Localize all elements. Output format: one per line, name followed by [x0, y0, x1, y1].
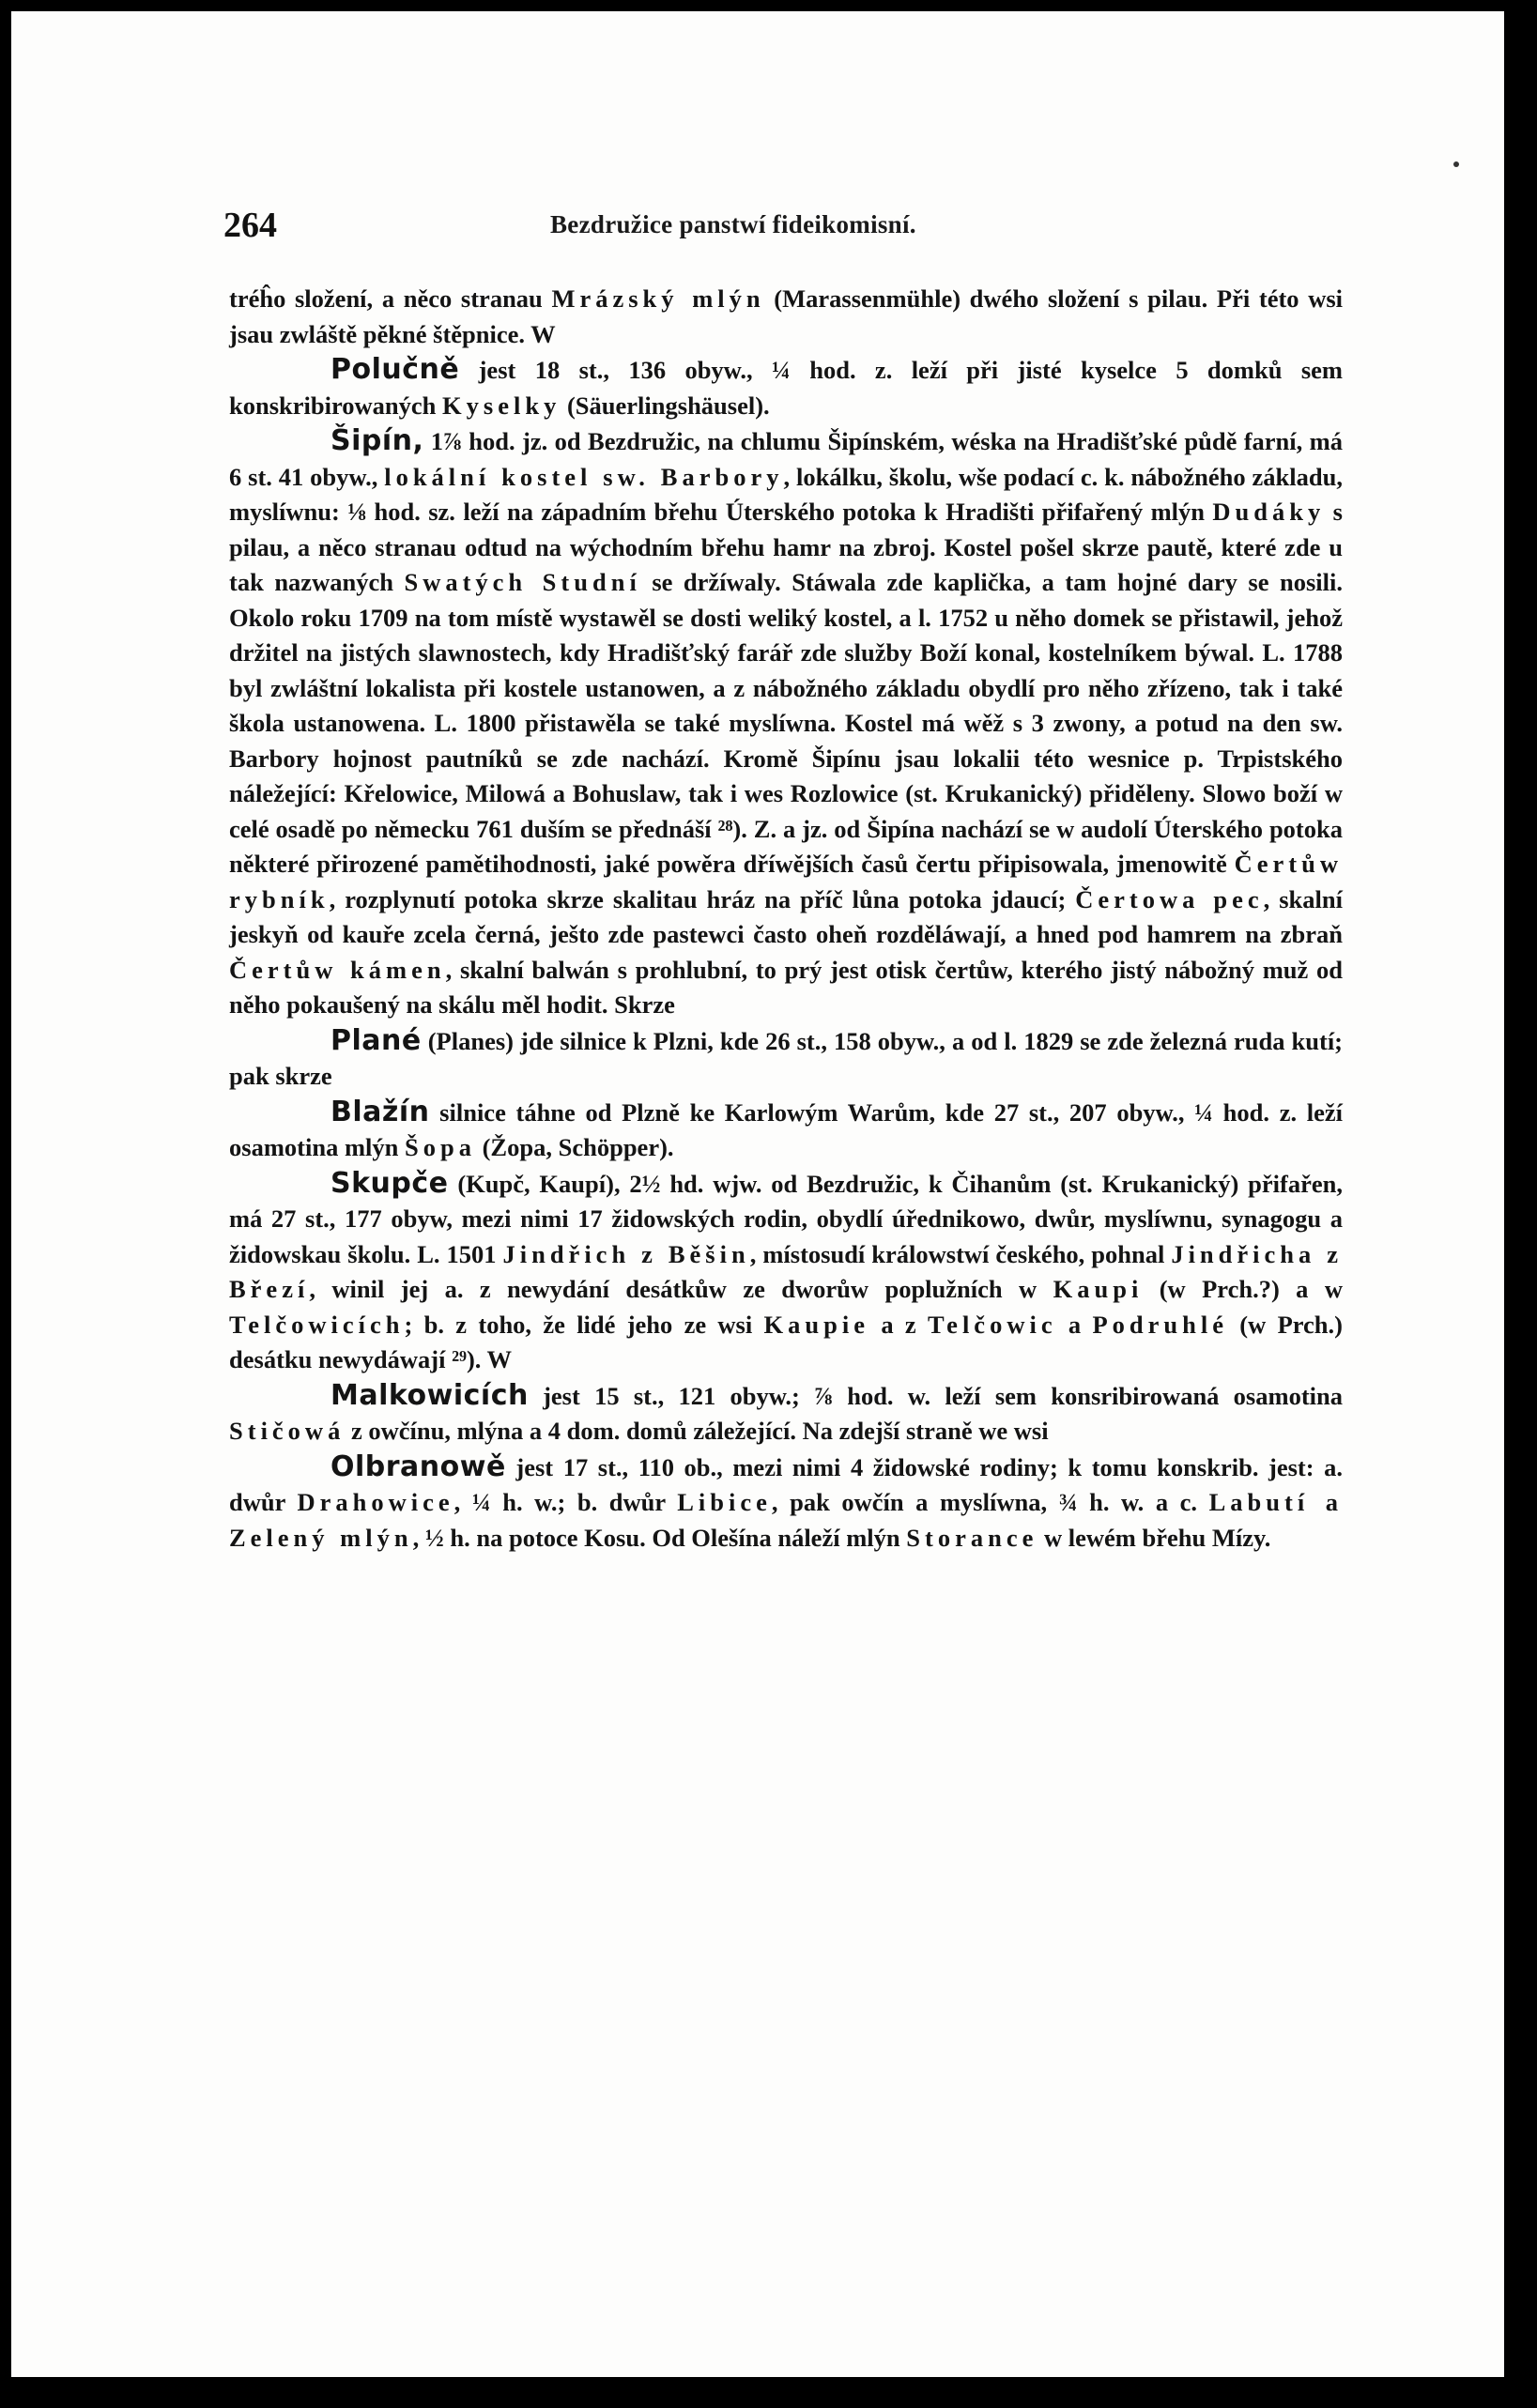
spaced-name: lokální kostel sw. Barbory — [384, 462, 784, 491]
text-run: , winil jej a. z newydání desátkůw ze dworůw poplužních w — [309, 1275, 1053, 1303]
spaced-name: Čertůw rybník — [229, 850, 1343, 913]
text-run: , skalní balwán s prohlubní, to prý jest otisk čertůw, kterého jistý nábožný muž od něho pokaušený na skálu měl hodit. Skrze — [229, 955, 1343, 1019]
place-name: Skupče — [330, 1166, 449, 1200]
text-run: (w Prch.) desátku newydáwají ²⁹). W — [229, 1310, 1343, 1373]
text-run: jest 15 st., 121 obyw.; ⅞ hod. w. leží sem konsribirowaná osamotina — [528, 1381, 1343, 1410]
text-run: ; b. z toho, že lidé jeho ze wsi — [404, 1310, 764, 1339]
text-run: (Kupč, Kaupí), 2½ hd. wjw. od Bezdružic, k Čihanům (st. Krukanický) přifařen, má 27 st., 177 obyw, mezi nimi 17 židowských rodin, obydlí úřednikowo, dwůr, myslíwnu, synagogu a židowskau školu. L. 1501 — [229, 1169, 1343, 1268]
text-run: (Säuerlingshäusel). — [561, 391, 770, 420]
body-text — [229, 282, 1343, 1556]
text-run: , skalní jeskyň od kauře zcela černá, ješto zde pastewci často oheň rozděláwají, a hned pod hamrem na zbraň — [229, 884, 1344, 948]
spaced-name: Telčowicích — [229, 1310, 405, 1339]
text-run: jest 17 st., 110 ob., mezi nimi 4 židowské rodiny; k tomu konskrib. jest: a. dwůr — [229, 1452, 1343, 1516]
text-run: , rozplynutí potoka skrze skalitau hráz na příč lůna potoka jdaucí; — [329, 884, 1076, 913]
spaced-name: Kaupie — [763, 1310, 870, 1339]
entry-paragraph — [229, 1095, 1343, 1166]
entry-paragraph — [229, 1378, 1343, 1449]
place-name: Malkowicích — [330, 1378, 529, 1412]
spaced-name: Labutí a Zelený mlýn — [229, 1488, 1344, 1552]
text-run: silnice táhne od Plzně ke Karlowým Warům, kde 27 st., 207 obyw., ¼ hod. z. leží osamotina mlýn — [229, 1097, 1343, 1161]
text-run: z owčínu, mlýna a 4 dom. domů záležející. Na zdejší straně we wsi — [345, 1417, 1049, 1445]
continuation-paragraph — [229, 282, 1343, 352]
spaced-name: Stičowá — [229, 1417, 346, 1445]
text-run: 1⅞ hod. jz. od Bezdružic, na chlumu Šipínském, wéska na Hradišťské půdě farní, má 6 st. 41 obyw., — [229, 427, 1343, 491]
spaced-name: Swatých Studní — [404, 568, 641, 596]
text-run: s pilau, a něco stranau odtud na wýchodním břehu hamr na zbroj. Kostel pošel skrze pautě, které zde u tak nazwaných — [229, 498, 1343, 596]
text-run: jest 18 st., 136 obyw., ¼ hod. z. leží při jisté kyselce 5 domků sem konskribirowaných — [229, 356, 1343, 420]
spaced-name: Storance — [906, 1523, 1038, 1552]
spaced-name: Jindřicha z Březí — [229, 1239, 1343, 1303]
text-run: , místosudí králowstwí českého, pohnal — [749, 1239, 1172, 1268]
spaced-name: Čertowa pec — [1075, 884, 1264, 913]
place-name: Olbranowě — [330, 1449, 506, 1483]
text-run: (Marassenmühle) dwého složení s pilau. Při této wsi jsau zwláště pěkné štěpnice. W — [229, 284, 1344, 348]
place-name: Šipín, — [330, 424, 424, 457]
text-run: se držíwaly. Stáwala zde kaplička, a tam hojné dary se nosili. Okolo roku 1709 na tom místě wystawěl se dosti weliký kostel, a l. 1752 u něho domek se přistawil, jehož držitel na jistých slawnostech, kdy Hradišťský farář zde služby Boží konal, kostelníkem býwal. L. 1788 byl zwláštní lokalista při kostele ustanowen, a z nábožného základu obydlí pro něho zřízeno, tak i také škola ustanowena. L. 1800 přistawěla se také myslíwna. Kostel má wěž s 3 zwony, a potud na den sw. Barbory hojnost pautníků se zde nachází. Kromě Šipínu jsau lokalii této wesnice p. Trpistského náležející: Křelowice, Milowá a Bohuslaw, tak i wes Rozlowice (st. Krukanický) přiděleny. Slowo boží w celé osadě po německu 761 duším se přednáší ²⁸). Z. a jz. od Šipína nachází se w audolí Úterského potoka některé přirozené pamětihodnosti, jaké powěra dříwějších časů čertu připisowala, jmenowitě — [229, 568, 1343, 878]
text-run: , pak owčín a myslíwna, ¾ h. w. a c. — [771, 1488, 1209, 1516]
text-run: (Žopa, Schöpper). — [475, 1133, 674, 1161]
text-run: a z — [869, 1310, 928, 1339]
text-run: , ¼ h. w.; b. dwůr — [453, 1488, 678, 1516]
entry-paragraph — [229, 1023, 1343, 1095]
spaced-name: Dudáky — [1212, 498, 1326, 526]
place-name: Blažín — [330, 1095, 430, 1128]
text-run: a — [1056, 1310, 1093, 1339]
running-head — [223, 205, 1350, 245]
text-run: tréĥo složení, a něco stranau — [229, 284, 552, 313]
spaced-name: Šopa — [405, 1133, 476, 1161]
spaced-name: Podruhlé — [1092, 1310, 1228, 1339]
running-head-title: Bezdružice panstwí fideikomisní. — [550, 210, 916, 238]
spaced-name: Drahowice — [297, 1488, 454, 1516]
page-number: 264 — [223, 206, 277, 245]
entry-paragraph — [229, 352, 1343, 423]
place-name: Plané — [330, 1023, 422, 1057]
spaced-name: Kaupi — [1053, 1275, 1144, 1303]
place-name: Polučně — [330, 353, 460, 386]
spaced-name: Čertůw kámen — [229, 955, 446, 984]
entry-paragraph — [229, 423, 1343, 1023]
text-run: , lokálku, školu, wše podací c. k. nábožného základu, myslíwnu: ⅛ hod. sz. leží na západním břehu Úterského potoka k Hradišti přifařený mlýn — [229, 462, 1343, 526]
spaced-name: Mrázský mlýn — [551, 284, 765, 313]
entry-paragraph — [229, 1166, 1343, 1378]
spaced-name: Libice — [677, 1488, 772, 1516]
text-run: (w Prch.?) a w — [1143, 1275, 1343, 1303]
entry-paragraph — [229, 1449, 1343, 1557]
scan-speck — [1453, 161, 1459, 167]
text-run: (Planes) jde silnice k Plzni, kde 26 st., 158 obyw., a od l. 1829 se zde železná ruda kutí; pak skrze — [229, 1026, 1343, 1090]
spaced-name: Kyselky — [442, 391, 561, 420]
spaced-name: Telčowic — [927, 1310, 1057, 1339]
text-run: , ½ h. na potoce Kosu. Od Olešína náleží mlýn — [412, 1523, 907, 1552]
spaced-name: Jindřich z Běšin — [502, 1239, 750, 1268]
text-run: w lewém břehu Mízy. — [1037, 1523, 1271, 1552]
